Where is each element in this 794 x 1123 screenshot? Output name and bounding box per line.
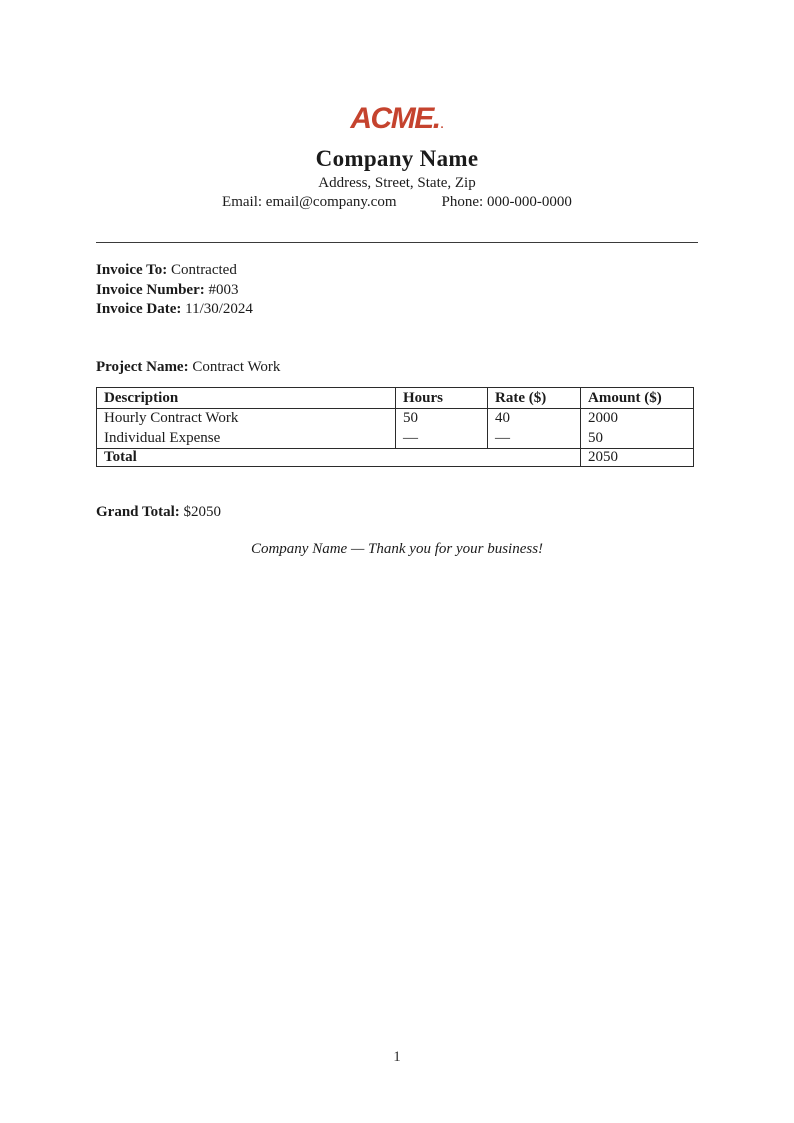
invoice-to-line — [96, 261, 253, 281]
acme-logo-text: ACME. — [350, 102, 440, 135]
company-address: Address, Street, State, Zip — [318, 175, 476, 191]
contact-line — [0, 193, 794, 212]
thank-you-message: Company Name — Thank you for your business! — [250, 541, 544, 557]
total-label-cell: Total — [97, 449, 581, 467]
project-name-label: Project Name: — [96, 359, 189, 375]
invoice-date-label: Invoice Date: — [96, 301, 182, 317]
company-logo — [0, 102, 794, 142]
cell-amount: 50 — [581, 429, 694, 449]
cell-rate: — — [488, 429, 581, 449]
phone-line — [442, 193, 572, 212]
email-line — [222, 193, 396, 212]
email-value: email@company.com — [265, 194, 397, 210]
project-name-value: Contract Work — [192, 359, 281, 375]
invoice-to-label: Invoice To: — [96, 262, 168, 278]
grand-total-label: Grand Total: — [96, 504, 180, 520]
grand-total-value: $2050 — [183, 504, 222, 520]
table-total-row — [97, 449, 694, 467]
invoice-date-line — [96, 300, 253, 320]
cell-hours: — — [396, 429, 488, 449]
cell-amount: 2000 — [581, 409, 694, 429]
invoice-number-line — [96, 281, 253, 301]
total-amount-cell: 2050 — [581, 449, 694, 467]
column-header-description: Description — [97, 388, 396, 409]
logo-trademark-dot: . — [440, 119, 444, 131]
email-label: Email: — [222, 194, 263, 210]
cell-description: Individual Expense — [97, 429, 396, 449]
line-items-table — [96, 387, 694, 467]
invoice-number-value: #003 — [208, 281, 239, 298]
cell-rate: 40 — [488, 409, 581, 429]
phone-label: Phone: — [441, 194, 484, 210]
grand-total-line — [96, 503, 221, 523]
table-row — [97, 409, 694, 429]
table-row — [97, 429, 694, 449]
column-header-amount: Amount ($) — [581, 388, 694, 409]
invoice-info-block — [96, 261, 253, 320]
page-number: 1 — [393, 1049, 401, 1065]
header-divider — [96, 242, 698, 243]
invoice-date-value: 11/30/2024 — [185, 301, 253, 317]
project-name-line — [96, 358, 280, 378]
company-name: Company Name — [315, 146, 479, 171]
phone-value: 000-000-0000 — [486, 194, 572, 210]
column-header-hours: Hours — [396, 388, 488, 409]
invoice-number-label: Invoice Number: — [96, 281, 205, 298]
table-header-row — [97, 388, 694, 409]
invoice-to-value: Contracted — [171, 262, 237, 278]
cell-hours: 50 — [396, 409, 488, 429]
column-header-rate: Rate ($) — [488, 388, 581, 409]
cell-description: Hourly Contract Work — [97, 409, 396, 429]
